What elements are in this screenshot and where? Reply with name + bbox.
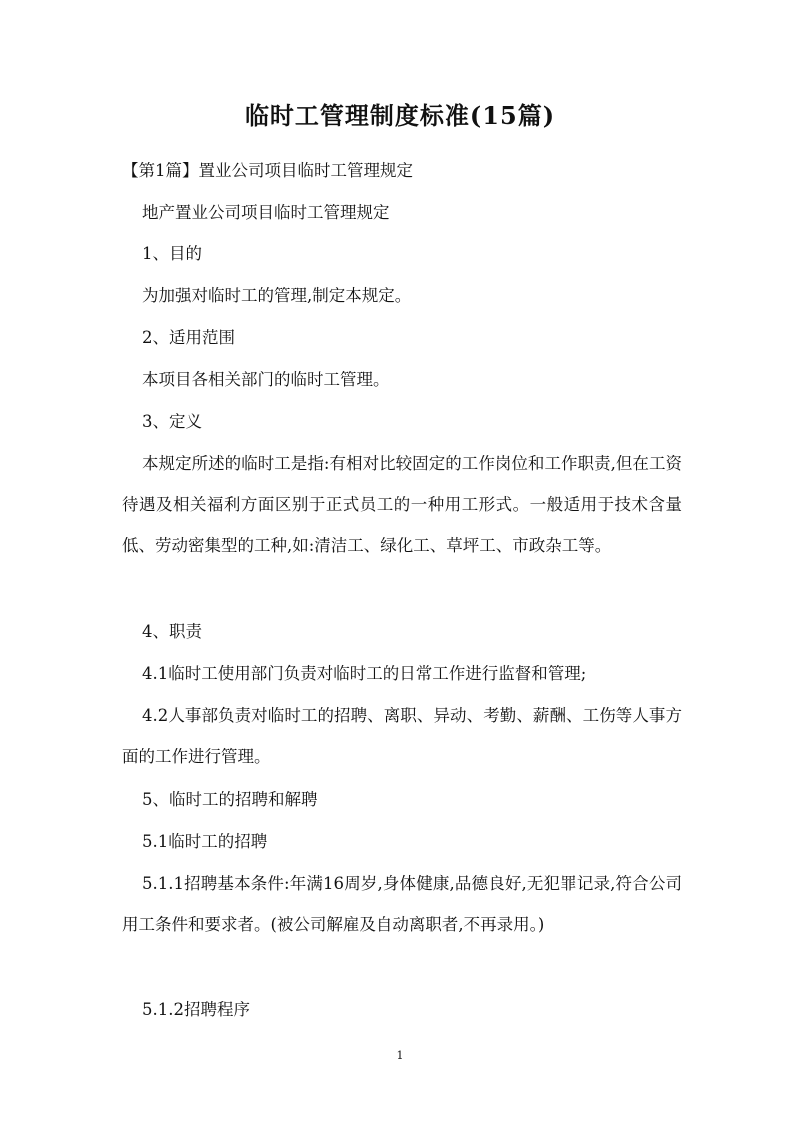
heading-scope: 2、适用范围 bbox=[142, 328, 235, 347]
paragraph-recruitment-conditions: 5.1.1招聘基本条件:年满16周岁,身体健康,品德良好,无犯罪记录,符合公司用工条件和要求者。(被公司解雇及自动离职者,不再录用。) bbox=[122, 874, 682, 934]
paragraph-subtitle: 地产置业公司项目临时工管理规定 bbox=[142, 203, 390, 222]
heading-definition: 3、定义 bbox=[142, 412, 202, 431]
page-number: 1 bbox=[396, 1049, 404, 1062]
paragraph-definition: 本规定所述的临时工是指:有相对比较固定的工作岗位和工作职责,但在工资待遇及相关福利方面区别于正式员工的一种用工形式。一般适用于技术含量低、劳动密集型的工种,如:清洁工、绿化工、草坪工、市政杂工等。 bbox=[122, 454, 682, 555]
heading-duties: 4、职责 bbox=[142, 622, 202, 641]
paragraph-scope: 本项目各相关部门的临时工管理。 bbox=[142, 370, 390, 389]
paragraph-purpose: 为加强对临时工的管理,制定本规定。 bbox=[142, 286, 412, 305]
heading-recruitment: 5.1临时工的招聘 bbox=[142, 832, 268, 851]
document-title: 临时工管理制度标准(15篇) bbox=[244, 101, 556, 130]
section-heading: 【第1篇】置业公司项目临时工管理规定 bbox=[122, 161, 413, 180]
heading-purpose: 1、目的 bbox=[142, 244, 202, 263]
paragraph-duty-4-2: 4.2人事部负责对临时工的招聘、离职、异动、考勤、薪酬、工伤等人事方面的工作进行管理。 bbox=[122, 706, 682, 766]
heading-recruitment-dismissal: 5、临时工的招聘和解聘 bbox=[142, 790, 318, 809]
paragraph-duty-4-1: 4.1临时工使用部门负责对临时工的日常工作进行监督和管理; bbox=[142, 664, 587, 683]
heading-recruitment-procedure: 5.1.2招聘程序 bbox=[142, 1000, 250, 1019]
